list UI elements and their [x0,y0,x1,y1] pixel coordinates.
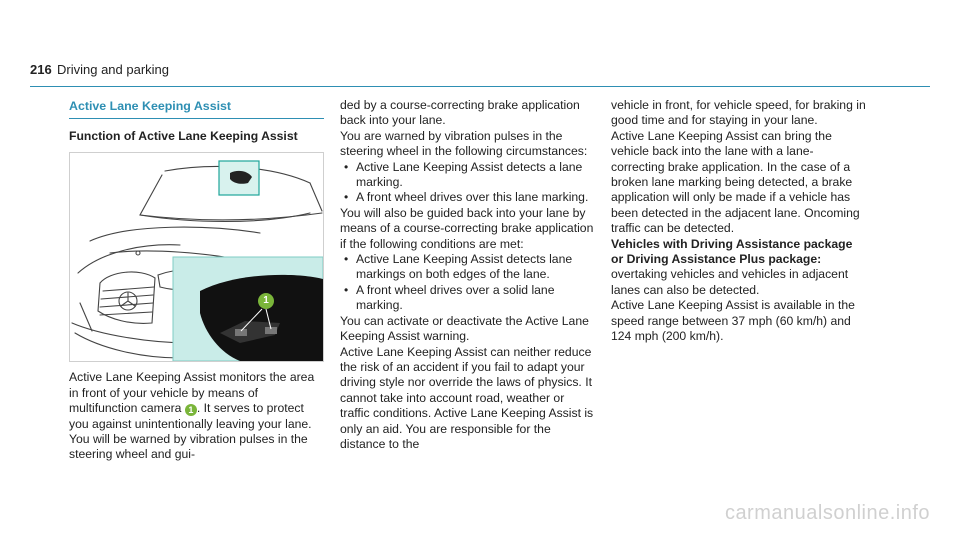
page-number: 216 [30,62,52,77]
paragraph: Active Lane Keeping Assist is available in the speed range between 37 mph (60 km/h) and 124 mph (200 km/h). [611,298,855,344]
section-title: Active Lane Keeping Assist [69,99,232,113]
list-item: • Active Lane Keeping Assist detects lane markings on both edges of the lane. [340,252,595,283]
paragraph: You will also be guided back into your lane by means of a course-correcting brake application if the following conditions are met: [340,205,594,251]
column-3 [611,98,866,345]
sub-title: Function of Active Lane Keeping Assist [69,129,298,143]
bold-label: Vehicles with Driving Assistance package or Driving Assistance Plus package: [611,236,853,267]
callout-1-icon: 1 [185,404,197,416]
column-2 [340,98,595,452]
column-1 [69,98,324,463]
watermark: carmanualsonline.info [724,502,930,524]
car-camera-illustration [69,152,324,362]
paragraph: You are warned by vibration pulses in the steering wheel in the following circumstances: [340,128,588,159]
header-divider [30,86,930,87]
paragraph-intro: Active Lane Keeping Assist monitors the area in front of your vehicle by means of multifunction camera 1 . It serves to protect you against unintentionally leaving your lane. You will be warned by vibration pulses in the steering wheel and gui- [69,370,315,462]
car-front-drawing [70,153,324,362]
figure-callout-1: 1 [263,295,269,307]
page-section-title: Driving and parking [57,62,170,77]
paragraph: Active Lane Keeping Assist can bring the vehicle back into the lane with a lane-correcting brake application. In the case of a broken lane marking being detected, a brake application will only be made if a vehicle has been detected in the adjacent lane. Oncoming traffic can be detected. [611,128,860,236]
paragraph: Vehicles with Driving Assistance package or Driving Assistance Plus package: overtaking vehicles and vehicles in adjacent lanes can also be detected. [611,236,853,297]
page-header [30,62,930,82]
paragraph: vehicle in front, for vehicle speed, for braking in good time and for staying in your lane. [611,98,866,128]
list-item: • A front wheel drives over this lane marking. [340,190,595,205]
section-divider [69,118,324,119]
list-item: • Active Lane Keeping Assist detects a lane marking. [340,160,595,191]
list-item: • A front wheel drives over a solid lane marking. [340,283,595,314]
paragraph: You can activate or deactivate the Active Lane Keeping Assist warning. [340,313,589,344]
paragraph: Active Lane Keeping Assist can neither reduce the risk of an accident if you fail to adapt your driving style nor override the laws of physics. It cannot take into account road, weather or traffic conditions. Active Lane Keeping Assist is only an aid. You are responsible for the distance to the [340,344,594,451]
paragraph: ded by a course-correcting brake application back into your lane. [340,98,580,128]
